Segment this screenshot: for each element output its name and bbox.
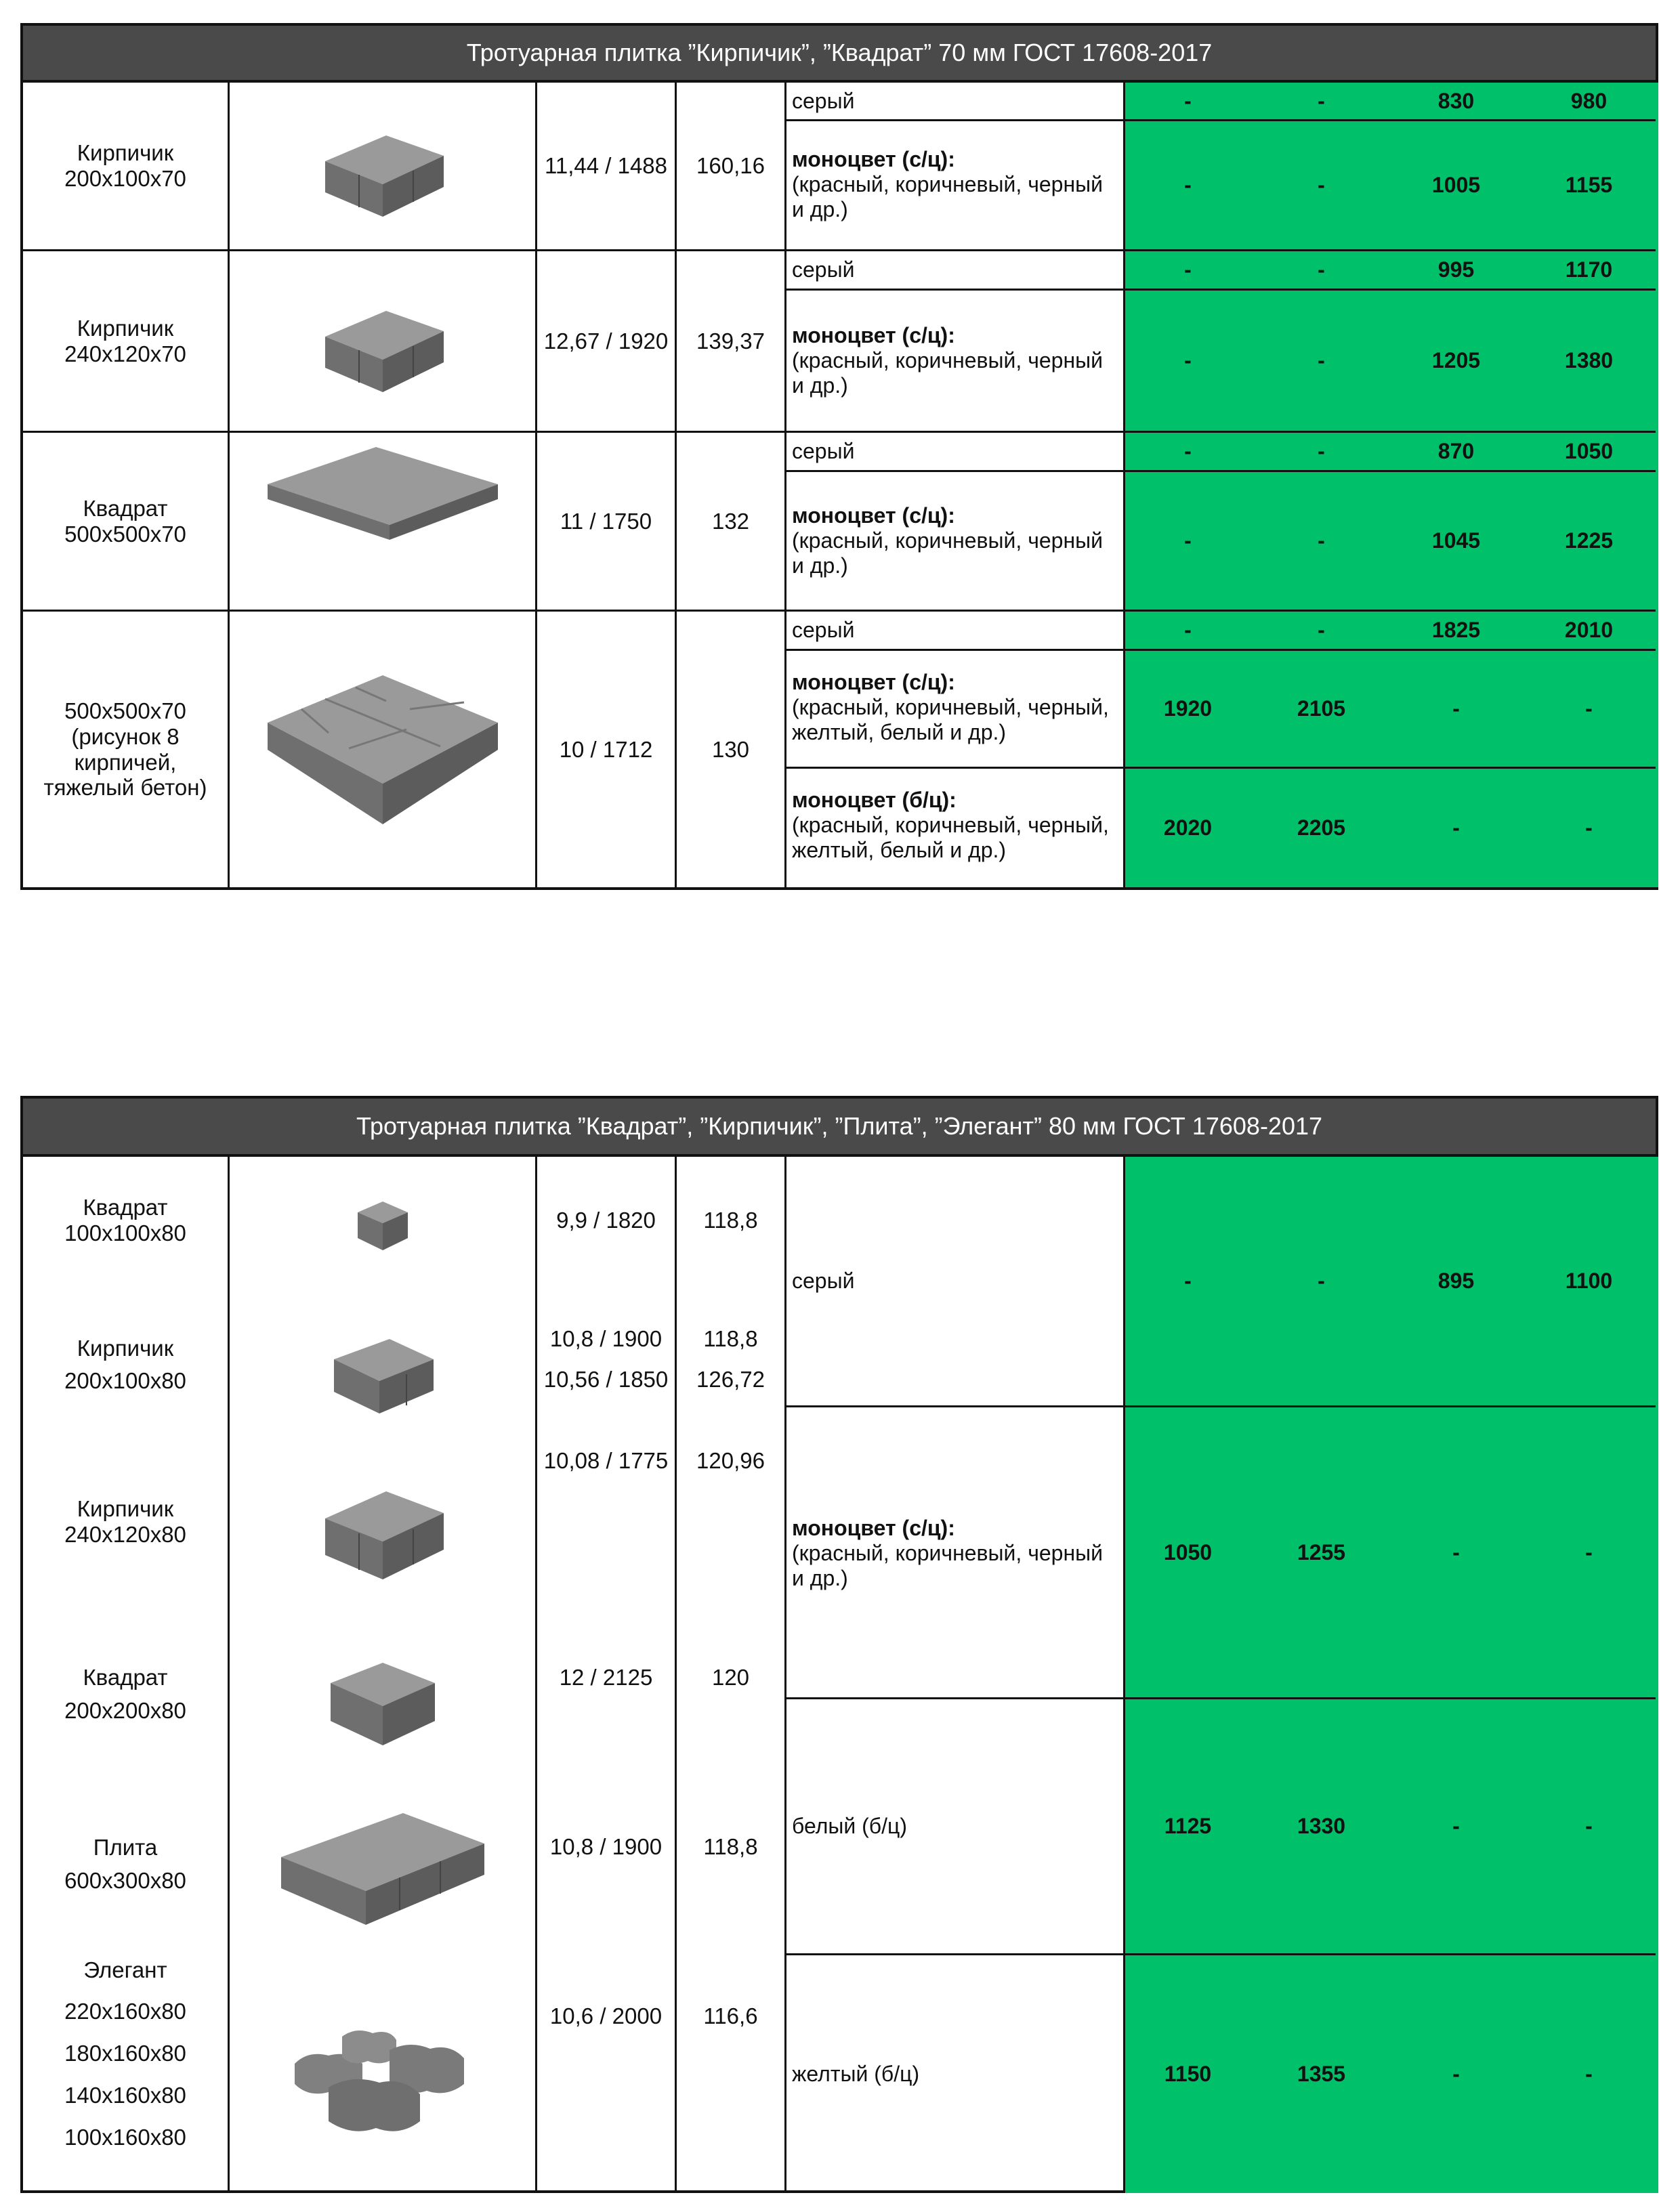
price-cell: 1825 (1431, 618, 1481, 643)
brick-tile-icon (329, 1319, 437, 1420)
price-cell: 1155 (1565, 173, 1613, 198)
product-name: Кирпичик 200х100х70 (64, 140, 186, 191)
price-cell: 1205 (1431, 348, 1481, 373)
product-name: Кирпичик 200х100х80 (64, 1336, 186, 1393)
price-cell: 1150 (1164, 2062, 1212, 2087)
color-label: моноцвет (с/ц): (красный, коричневый, черный и др.) (792, 1516, 1104, 1590)
patterned-slab-icon (261, 662, 505, 838)
price-cell: - (1184, 1269, 1192, 1294)
price-cell: 980 (1570, 88, 1608, 113)
price-cell: 870 (1437, 439, 1475, 464)
product-image (230, 1999, 535, 2142)
product-image (230, 433, 535, 610)
m2-per-pallet: 118,8 (703, 1326, 758, 1352)
price-cell: 995 (1437, 257, 1475, 282)
price-cell: 895 (1437, 1269, 1475, 1294)
price-cell: - (1184, 618, 1192, 643)
price-cell: - (1452, 1539, 1460, 1565)
product-image (230, 1187, 535, 1261)
slab-tile-icon (274, 1803, 491, 1932)
price-cell: - (1585, 696, 1593, 721)
pack-weight: 10,8 / 1900 (549, 1326, 663, 1352)
price-cell: - (1318, 439, 1325, 464)
product-name: Плита 600х300х80 (64, 1834, 186, 1893)
price-cell: - (1585, 1539, 1593, 1565)
pack-weight: 11 / 1750 (560, 508, 652, 534)
price-cell: - (1318, 618, 1325, 643)
price-cell: - (1184, 348, 1192, 373)
m2-per-pallet: 120,96 (696, 1448, 765, 1474)
price-cell: 1920 (1163, 696, 1213, 721)
price-cell: - (1318, 257, 1325, 282)
product-image (230, 1640, 535, 1762)
color-label: серый (792, 618, 855, 643)
table-title: Тротуарная плитка ”Кирпичик”, ”Квадрат” 70 мм ГОСТ 17608-2017 (23, 26, 1656, 83)
price-cell: 2205 (1297, 815, 1346, 841)
color-label: серый (792, 439, 855, 464)
product-name: Кирпичик 240х120х80 (64, 1496, 186, 1547)
price-cell: 1380 (1564, 348, 1614, 373)
price-cell: 1050 (1564, 439, 1614, 464)
price-cell: - (1318, 88, 1325, 113)
m2-per-pallet: 116,6 (703, 2003, 758, 2029)
m2-per-pallet: 118,8 (703, 1208, 758, 1233)
pack-weight: 10,8 / 1900 (549, 1834, 663, 1860)
product-name: Кирпичик 240х120х70 (64, 315, 186, 366)
price-cell: 1225 (1564, 528, 1614, 553)
price-cell: - (1585, 1814, 1593, 1839)
color-label: моноцвет (б/ц): (красный, коричневый, черный, желтый, белый и др.) (792, 788, 1109, 862)
color-label: белый (б/ц) (792, 1814, 907, 1839)
price-cell: - (1452, 1814, 1460, 1839)
price-cell: - (1318, 528, 1325, 553)
brick-tile-icon (318, 108, 447, 224)
product-name: Квадрат 100х100х80 (64, 1195, 186, 1246)
price-cell: 1050 (1163, 1539, 1213, 1565)
small-cube-icon (352, 1193, 413, 1254)
m2-per-pallet: 118,8 (703, 1834, 758, 1860)
table-70mm (20, 23, 1658, 890)
pack-weight: 10,08 / 1775 (543, 1448, 669, 1474)
product-name: Квадрат 200х200х80 (64, 1664, 186, 1723)
table-title: Тротуарная плитка ”Квадрат”, ”Кирпичик”, ”Плита”, ”Элегант” 80 мм ГОСТ 17608-2017 (23, 1099, 1656, 1157)
price-cell: - (1184, 439, 1192, 464)
price-cell: 1355 (1297, 2062, 1346, 2087)
brick-tile-icon (318, 284, 447, 399)
product-name: Квадрат 500х500х70 (64, 495, 186, 547)
price-cell: 2010 (1564, 618, 1614, 643)
m2-per-pallet: 139,37 (696, 328, 765, 354)
color-label: моноцвет (с/ц): (красный, коричневый, черный и др.) (792, 503, 1104, 578)
price-cell: 1005 (1431, 173, 1481, 198)
square-slab-icon (261, 437, 505, 606)
price-cell: 1045 (1431, 528, 1481, 553)
color-label: серый (792, 88, 855, 113)
price-cell: - (1184, 173, 1192, 198)
price-cell: 1125 (1164, 1814, 1212, 1839)
elegant-tiles-icon (288, 2003, 478, 2138)
pack-weight: 12,67 / 1920 (543, 328, 669, 354)
price-cell: 1170 (1565, 257, 1613, 282)
price-cell: 830 (1437, 88, 1475, 113)
price-cell: - (1585, 2062, 1593, 2087)
brick-tile-icon (318, 1471, 447, 1586)
price-cell: - (1452, 815, 1460, 841)
product-image (230, 1315, 535, 1424)
price-cell: - (1184, 528, 1192, 553)
price-cell: - (1318, 173, 1325, 198)
product-image (230, 612, 535, 887)
price-cell: 1330 (1297, 1814, 1346, 1839)
color-label: серый (792, 257, 855, 282)
pack-weight: 10,56 / 1850 (543, 1367, 669, 1392)
price-cell: - (1585, 815, 1593, 841)
color-label: моноцвет (с/ц): (красный, коричневый, черный и др.) (792, 147, 1104, 221)
product-image (230, 83, 535, 249)
color-label: серый (792, 1269, 855, 1294)
price-cell: - (1184, 88, 1192, 113)
product-name: 500х500х70 (рисунок 8 кирпичей, тяжелый бетон) (43, 698, 207, 801)
price-cell: 2105 (1297, 696, 1346, 721)
color-label: желтый (б/ц) (792, 2062, 920, 2087)
pack-weight: 10,6 / 2000 (549, 2003, 663, 2029)
pack-weight: 9,9 / 1820 (556, 1208, 656, 1233)
product-image (230, 1464, 535, 1593)
m2-per-pallet: 126,72 (696, 1367, 765, 1392)
pack-weight: 10 / 1712 (559, 736, 653, 762)
price-cell: - (1318, 348, 1325, 373)
m2-per-pallet: 132 (711, 508, 750, 534)
m2-per-pallet: 130 (711, 736, 750, 762)
m2-per-pallet: 120 (711, 1665, 750, 1690)
price-cell: - (1318, 1269, 1325, 1294)
price-cell: 2020 (1163, 815, 1213, 841)
product-image (230, 1803, 535, 1932)
price-cell: 1100 (1565, 1269, 1613, 1294)
table-80mm (20, 1096, 1658, 2193)
price-cell: - (1452, 2062, 1460, 2087)
pack-weight: 11,44 / 1488 (544, 153, 668, 179)
square-tile-icon (325, 1651, 440, 1752)
color-label: моноцвет (с/ц): (красный, коричневый, черный и др.) (792, 323, 1104, 398)
price-cell: - (1184, 257, 1192, 282)
color-label: моноцвет (с/ц): (красный, коричневый, черный, желтый, белый и др.) (792, 670, 1109, 744)
m2-per-pallet: 160,16 (696, 153, 765, 179)
price-cell: 1255 (1297, 1539, 1346, 1565)
product-name: Элегант 220х160х80 180х160х80 140х160х80 100х160х80 (64, 1957, 186, 2150)
product-image (230, 251, 535, 431)
pack-weight: 12 / 2125 (559, 1665, 653, 1690)
price-cell: - (1452, 696, 1460, 721)
